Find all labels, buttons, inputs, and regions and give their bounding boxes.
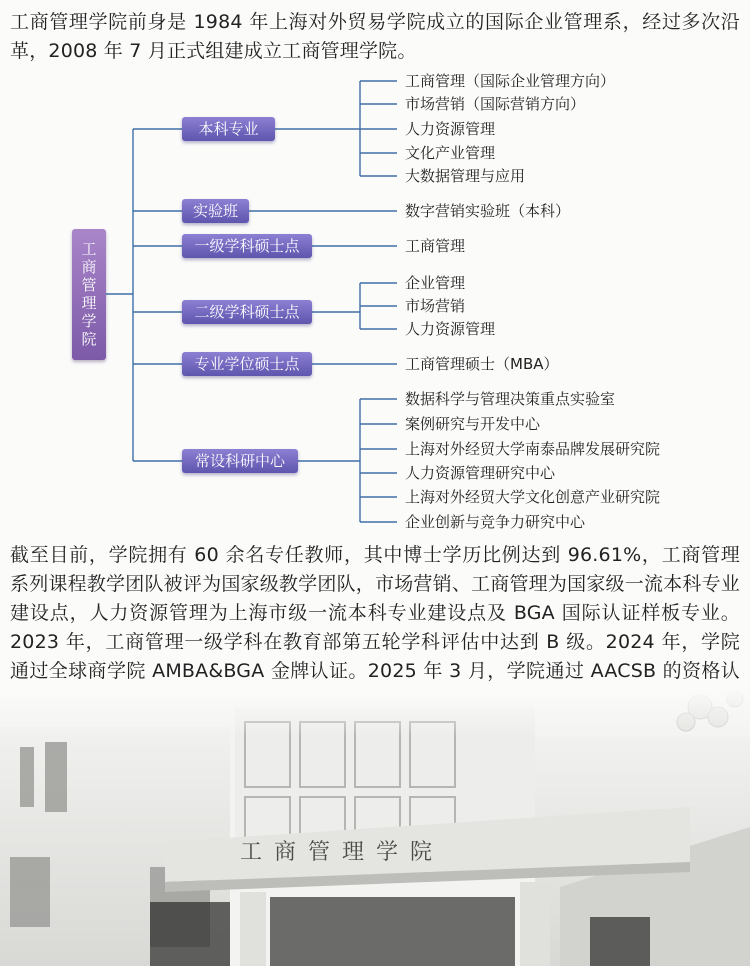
leaf-item: 数据科学与管理决策重点实验室	[405, 390, 616, 408]
body-paragraph: 截至目前，学院拥有 60 余名专任教师，其中博士学历比例达到 96.61%，工商管理系列课程教学团队被评为国家级教学团队，市场营销、工商管理为国家级一流本科专业建设点，人力资源管理为上海市级一流本科专业建设点及 BGA 国际认证样板专业。2023 年，工商管理一级学科在教育部第五轮学科评估中达到 B 级。2024 年，学院通过全球商学院 AMBA&BGA 金牌认证。2025 年 3 月，学院通过 AACSB 的资格认	[10, 544, 740, 682]
building-photo	[0, 687, 750, 966]
leaf-item: 市场营销（国际营销方向）	[405, 95, 586, 113]
leaf-item: 案例研究与开发中心	[405, 415, 541, 433]
leaf-item: 市场营销	[405, 297, 466, 315]
category-research-centers: 常设科研中心	[182, 449, 298, 473]
leaf-item: 人力资源管理	[405, 120, 496, 138]
category-undergraduate: 本科专业	[182, 117, 275, 141]
leaf-item: 人力资源管理研究中心	[405, 464, 556, 482]
category-professional-master: 专业学位硕士点	[182, 352, 312, 376]
intro-paragraph: 工商管理学院前身是 1984 年上海对外贸易学院成立的国际企业管理系，经过多次沿革，2008 年 7 月正式组建成立工商管理学院。	[10, 11, 740, 62]
leaf-item: 数字营销实验班（本科）	[405, 202, 571, 220]
root-label: 工商管理学院	[79, 240, 98, 349]
leaf-item: 人力资源管理	[405, 320, 496, 338]
category-experimental-class: 实验班	[182, 199, 249, 223]
leaf-item: 企业管理	[405, 274, 466, 292]
leaf-item: 大数据管理与应用	[405, 167, 526, 185]
leaf-item: 工商管理	[405, 237, 466, 255]
leaf-item: 工商管理（国际企业管理方向）	[405, 72, 616, 90]
leaf-item: 工商管理硕士（MBA）	[405, 355, 559, 373]
diagram-root-node	[72, 229, 106, 360]
leaf-item: 企业创新与竞争力研究中心	[405, 513, 586, 531]
leaf-item: 文化产业管理	[405, 144, 496, 162]
building-illustration	[0, 687, 750, 966]
category-second-level-master: 二级学科硕士点	[182, 300, 312, 324]
category-first-level-master: 一级学科硕士点	[182, 234, 312, 258]
leaf-item: 上海对外经贸大学南泰品牌发展研究院	[405, 440, 661, 458]
leaf-item: 上海对外经贸大学文化创意产业研究院	[405, 488, 661, 506]
